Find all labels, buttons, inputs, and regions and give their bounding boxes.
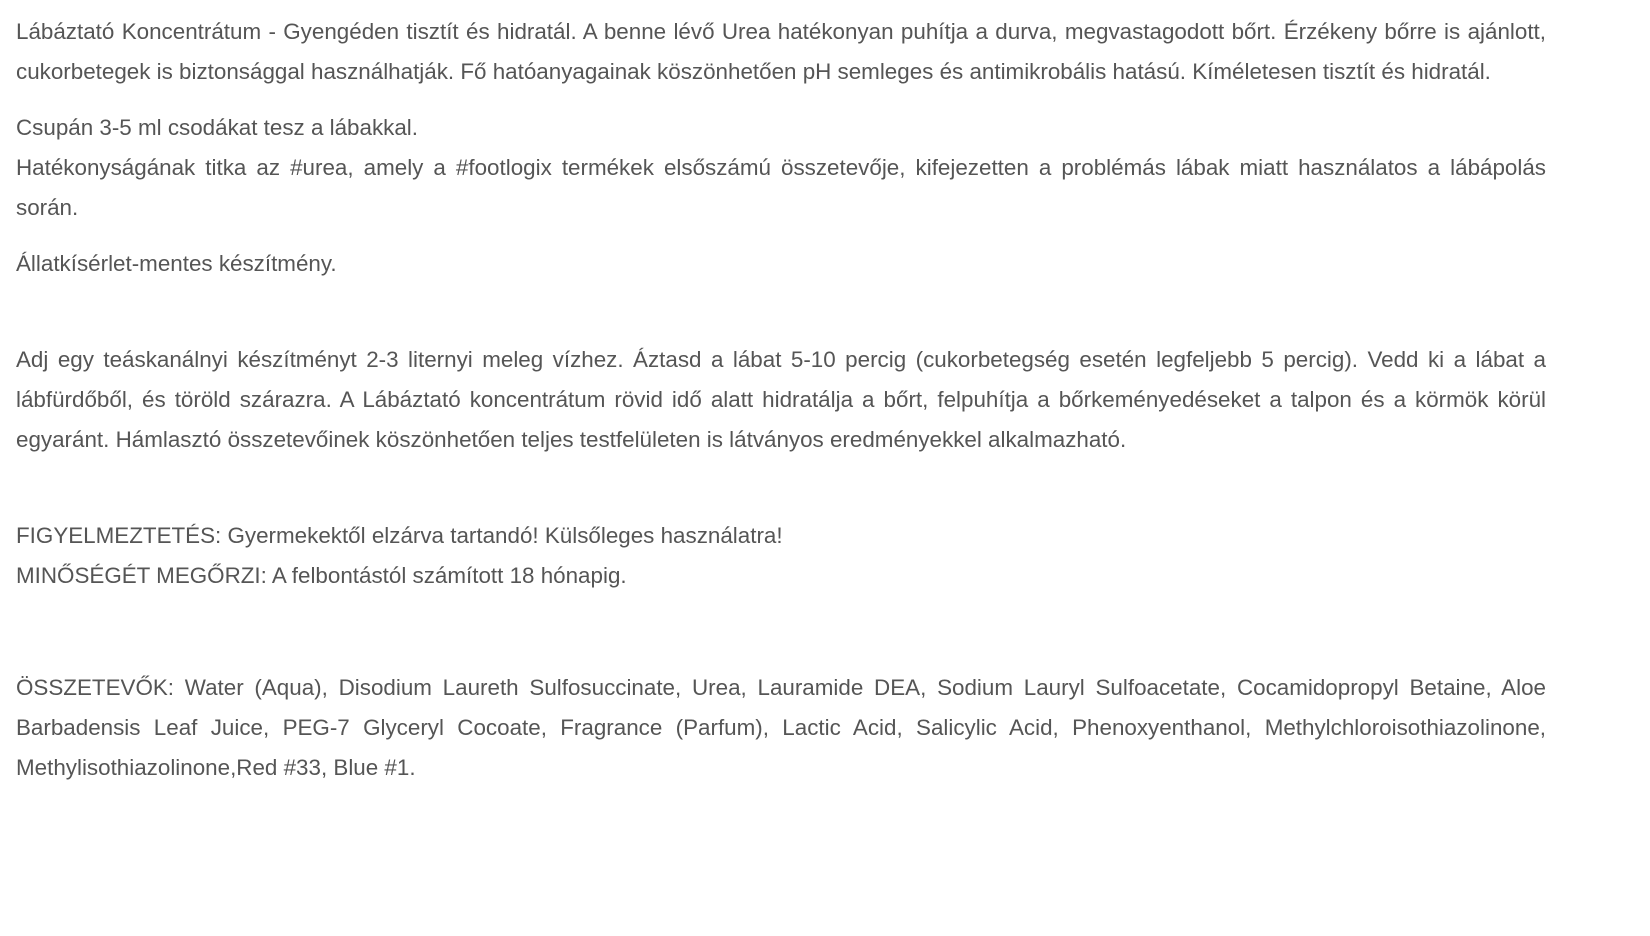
spacer	[16, 596, 1546, 668]
warning-line: FIGYELMEZTETÉS: Gyermekektől elzárva tartandó! Külsőleges használatra!	[16, 523, 783, 548]
dosage-line: Csupán 3-5 ml csodákat tesz a lábakkal.	[16, 115, 418, 140]
product-description	[16, 12, 1546, 788]
usage-paragraph: Adj egy teáskanálnyi készítményt 2-3 liternyi meleg vízhez. Áztasd a lábat 5-10 percig (cukorbetegség esetén legfeljebb 5 percig). Vedd ki a lábat a lábfürdőből, és töröld szárazra. A Lábáztató koncentrátum rövid idő alatt hidratálja a bőrt, felpuhítja a bőrkeményedéseket a talpon és a körmök körül egyaránt. Hámlasztó összetevőinek köszönhetően teljes testfelületen is látványos eredményekkel alkalmazható.	[16, 347, 1546, 452]
spacer	[16, 228, 1546, 244]
effectiveness-paragraph: Hatékonyságának titka az #urea, amely a #footlogix termékek elsőszámú összetevője, kifejezetten a problémás lábak miatt használatos a lábápolás során.	[16, 155, 1546, 220]
spacer	[16, 92, 1546, 108]
spacer	[16, 284, 1546, 340]
ingredients-paragraph: ÖSSZETEVŐK: Water (Aqua), Disodium Laureth Sulfosuccinate, Urea, Lauramide DEA, Sodium Lauryl Sulfoacetate, Cocamidopropyl Betaine, Aloe Barbadensis Leaf Juice, PEG-7 Glyceryl Cocoate, Fragrance (Parfum), Lactic Acid, Salicylic Acid, Phenoxyenthanol, Methylchloroisothiazolinone, Methylisothiazolinone,Red #33, Blue #1.	[16, 675, 1546, 780]
spacer	[16, 460, 1546, 516]
cruelty-free-line: Állatkísérlet-mentes készítmény.	[16, 251, 337, 276]
description-paragraph: Lábáztató Koncentrátum - Gyengéden tisztít és hidratál. A benne lévő Urea hatékonyan puhítja a durva, megvastagodott bőrt. Érzékeny bőrre is ajánlott, cukorbetegek is biztonsággal használhatják. Fő hatóanyagainak köszönhetően pH semleges és antimikrobális hatású. Kíméletesen tisztít és hidratál.	[16, 19, 1546, 84]
shelf-life-line: MINŐSÉGÉT MEGŐRZI: A felbontástól számított 18 hónapig.	[16, 563, 627, 588]
